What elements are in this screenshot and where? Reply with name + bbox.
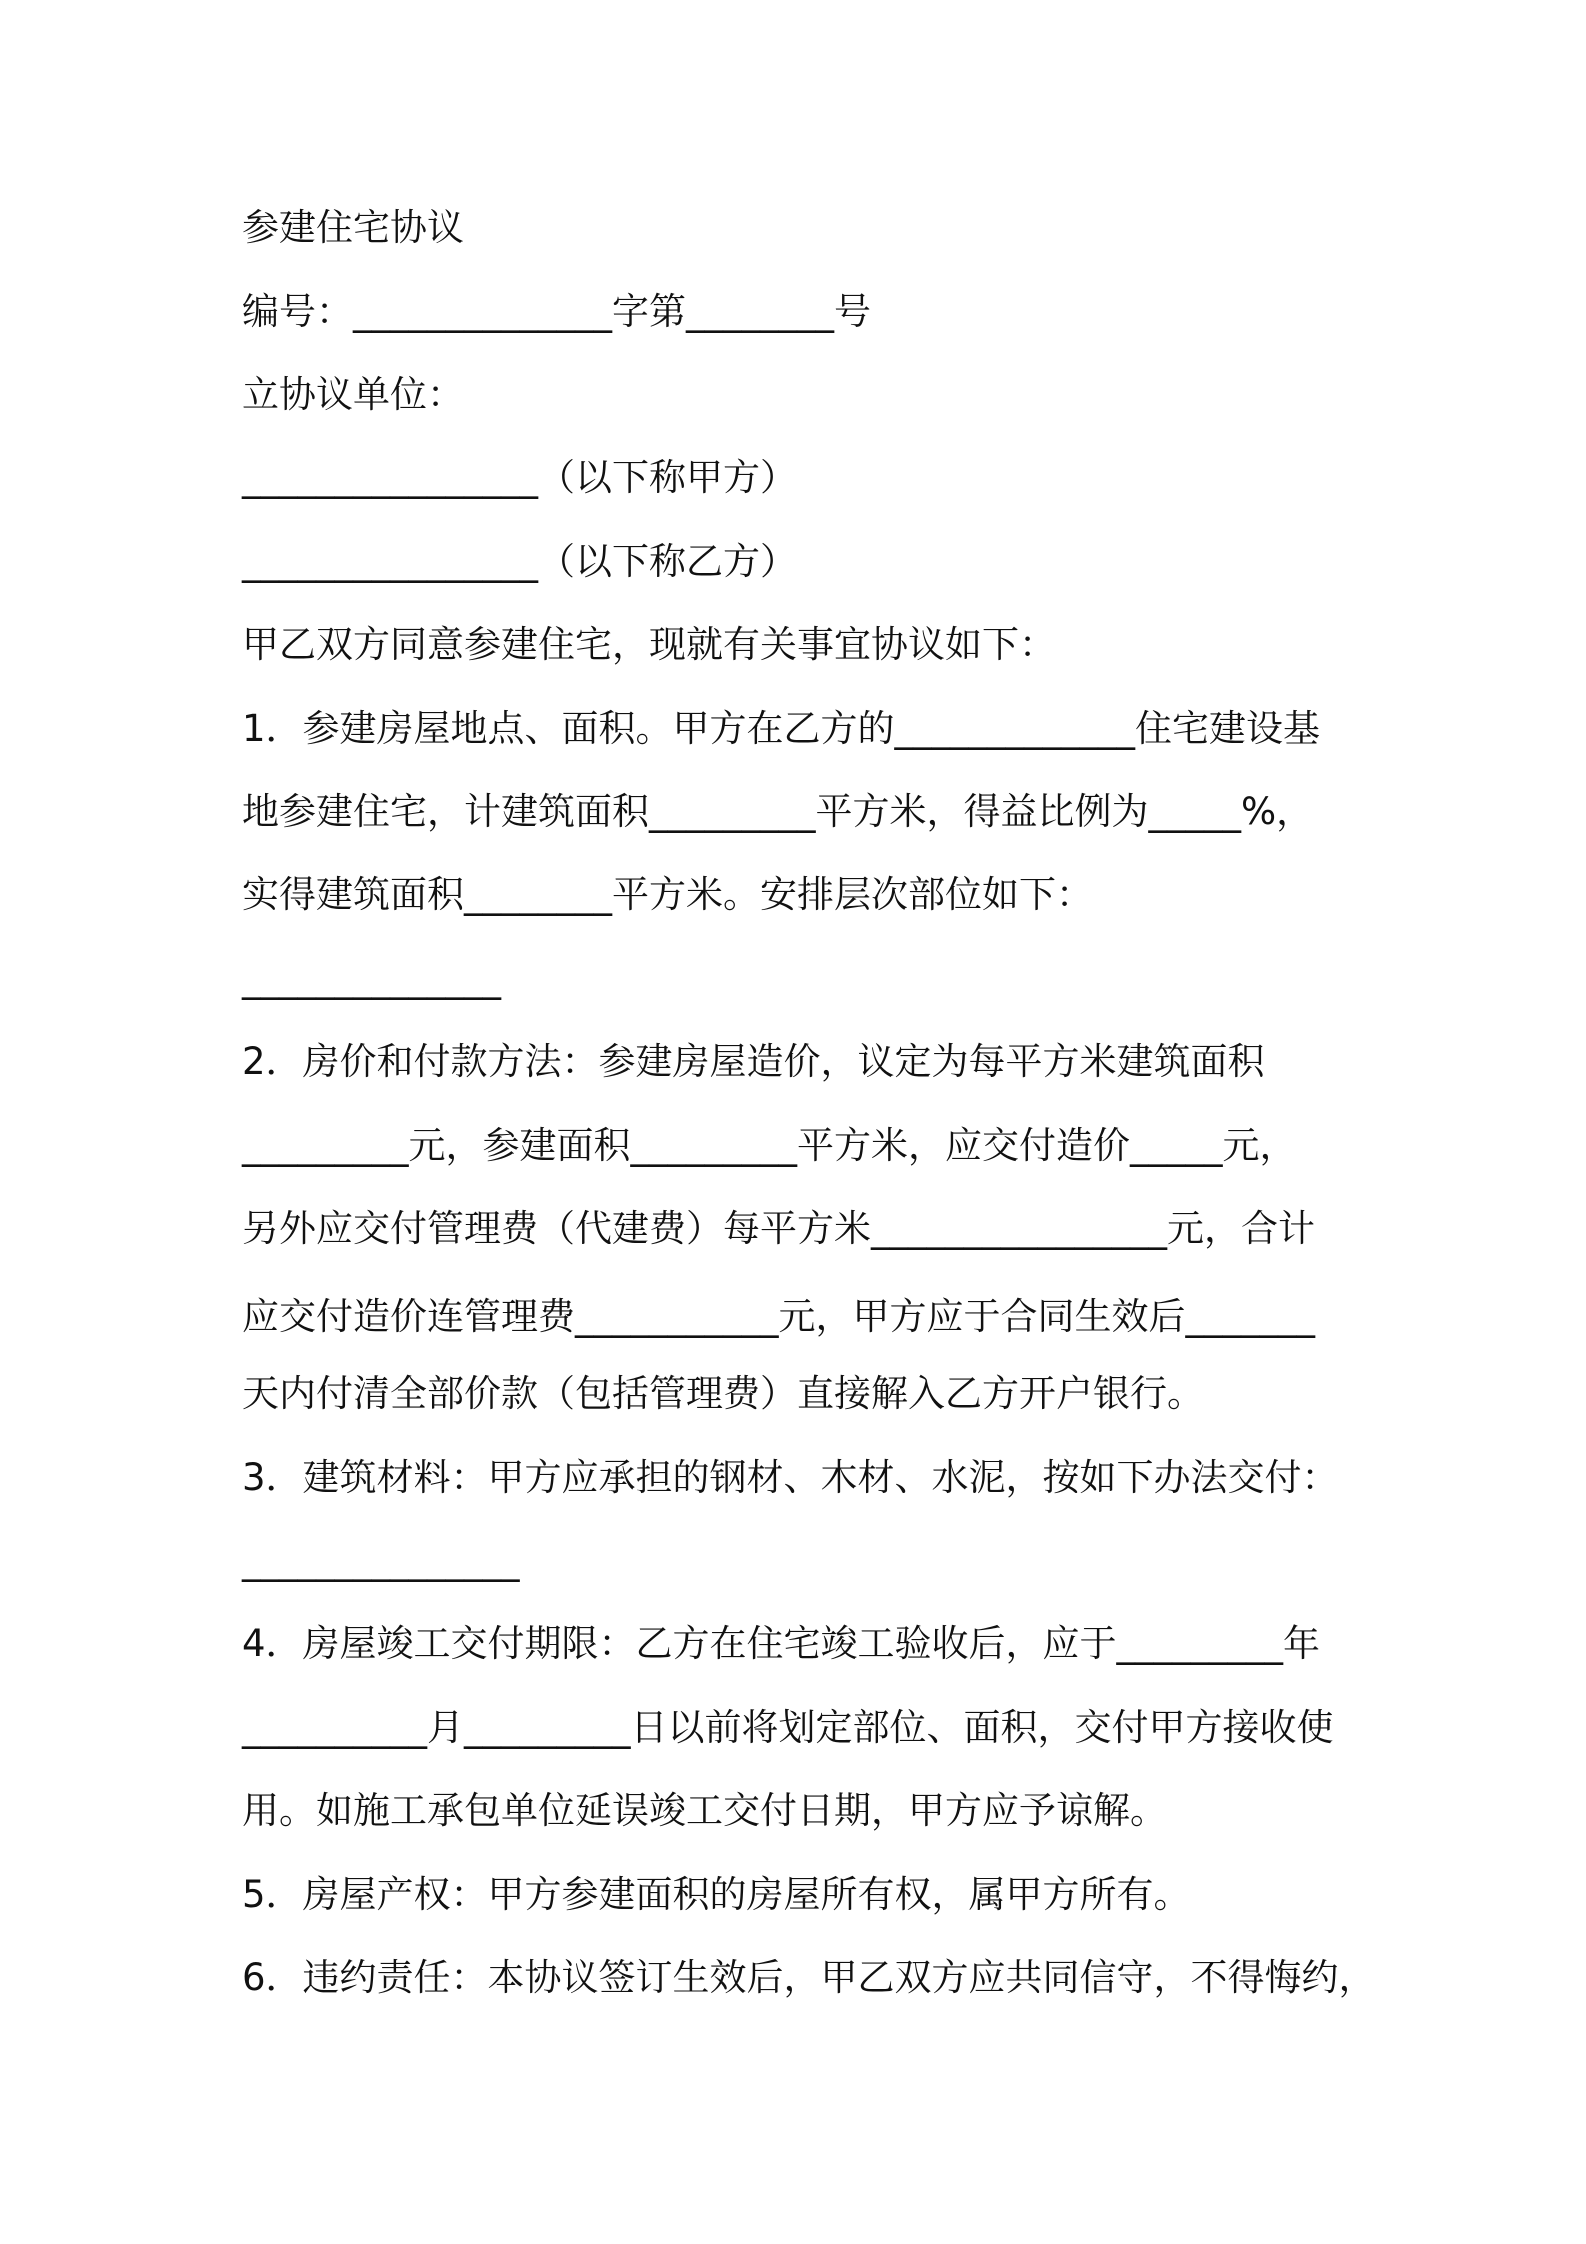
clause-6-line-1: 6．违约责任：本协议签订生效后，甲乙双方应共同信守，不得悔约， bbox=[242, 1956, 1376, 1999]
clause-3-blank-line: _______________ bbox=[242, 1539, 520, 1582]
clause-1-blank-line: ______________ bbox=[242, 957, 501, 1000]
clause-2-line-4: 应交付造价连管理费___________元，甲方应于合同生效后_______ bbox=[242, 1295, 1315, 1338]
contract-number-line: 编号：______________字第________号 bbox=[242, 290, 871, 333]
party-a-line: ________________（以下称甲方） bbox=[242, 456, 797, 499]
clause-1-line-1: 1．参建房屋地点、面积。甲方在乙方的_____________住宅建设基 bbox=[242, 707, 1321, 750]
clause-1-line-3: 实得建筑面积________平方米。安排层次部位如下： bbox=[242, 873, 1093, 916]
clause-4-line-3: 用。如施工承包单位延误竣工交付日期，甲方应予谅解。 bbox=[242, 1789, 1167, 1832]
clause-2-line-3: 另外应交付管理费（代建费）每平方米________________元，合计 bbox=[242, 1207, 1315, 1250]
clause-5-line-1: 5．房屋产权：甲方参建面积的房屋所有权，属甲方所有。 bbox=[242, 1873, 1191, 1916]
party-b-line: ________________（以下称乙方） bbox=[242, 540, 797, 583]
clause-2-line-1: 2．房价和付款方法：参建房屋造价，议定为每平方米建筑面积 bbox=[242, 1040, 1265, 1083]
clause-4-line-1: 4．房屋竣工交付期限：乙方在住宅竣工验收后，应于_________年 bbox=[242, 1622, 1321, 1665]
clause-2-line-2: _________元，参建面积_________平方米，应交付造价_____元， bbox=[242, 1124, 1297, 1167]
clause-3-line-1: 3．建筑材料：甲方应承担的钢材、木材、水泥，按如下办法交付： bbox=[242, 1456, 1339, 1499]
clause-2-line-5: 天内付清全部价款（包括管理费）直接解入乙方开户银行。 bbox=[242, 1372, 1204, 1415]
parties-heading: 立协议单位： bbox=[242, 373, 464, 416]
preamble-text: 甲乙双方同意参建住宅，现就有关事宜协议如下： bbox=[242, 623, 1056, 666]
document-title: 参建住宅协议 bbox=[242, 206, 464, 249]
clause-4-line-2: __________月_________日以前将划定部位、面积，交付甲方接收使 bbox=[242, 1706, 1334, 1749]
clause-1-line-2: 地参建住宅，计建筑面积_________平方米，得益比例为_____%， bbox=[242, 790, 1314, 833]
